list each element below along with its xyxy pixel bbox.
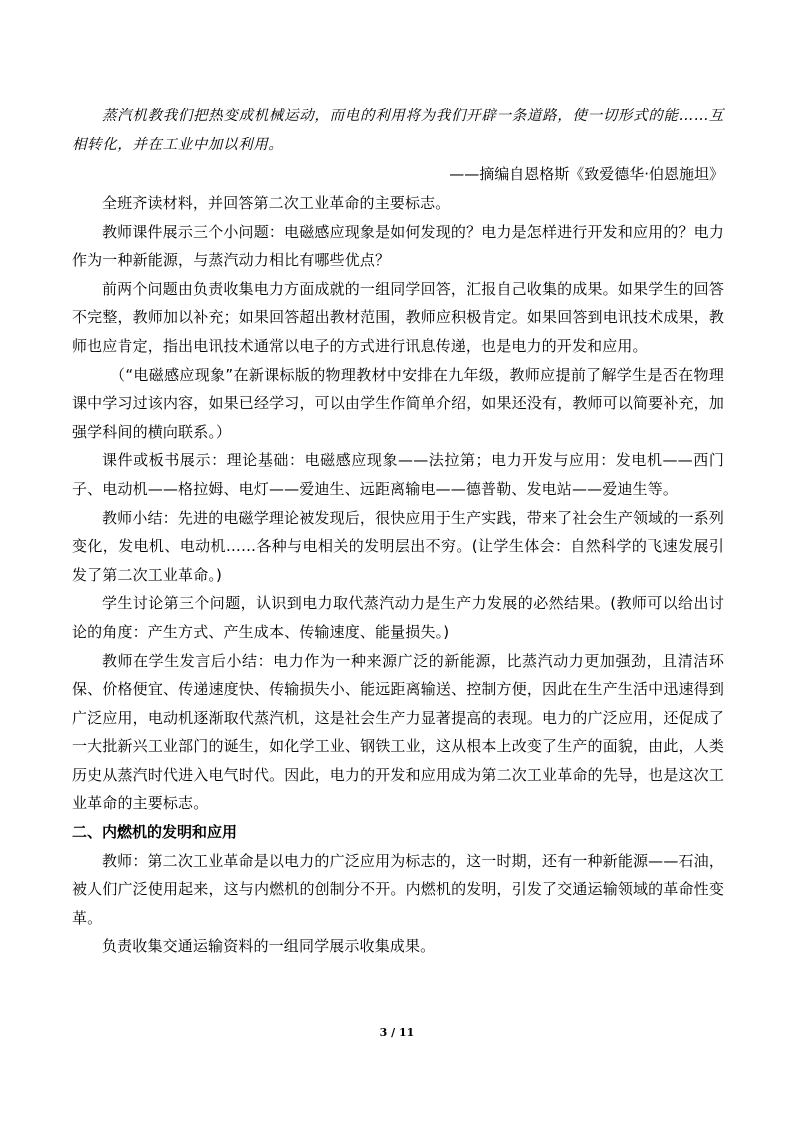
paragraph-note: （“电磁感应现象”在新课标版的物理教材中安排在九年级，教师应提前了解学生是否在物理课中学习过该内容，如果已经学习，可以由学生作简单介绍，如果还没有，教师可以简要补充，加强学科间的横向联系。）	[72, 365, 724, 441]
section-heading: 二、内燃机的发明和应用	[72, 823, 238, 842]
paragraph: 负责收集交通运输资料的一组同学展示收集成果。	[102, 937, 436, 956]
quote-text: 蒸汽机教我们把热变成机械运动，而电的利用将为我们开辟一条道路，使一切形式的能……互相转化，并在工业中加以利用。	[72, 108, 724, 153]
paragraph: 前两个问题由负责收集电力方面成就的一组同学回答，汇报自己收集的成果。如果学生的回答不完整，教师加以补充；如果回答超出教材范围，教师应积极肯定。如果回答到电讯技术成果，教师也应肯定，指出电讯技术通常以电子的方式进行讯息传递，也是电力的开发和应用。	[72, 279, 724, 355]
paragraph: 教师在学生发言后小结：电力作为一种来源广泛的新能源，比蒸汽动力更加强劲，且清洁环保、价格便宜、传递速度快、传输损失小、能远距离输送、控制方便，因此在生产生活中迅速得到广泛应用，电动机逐渐取代蒸汽机，这是社会生产力显著提高的表现。电力的广泛应用，还促成了一大批新兴工业部门的诞生，如化学工业、钢铁工业，这从根本上改变了生产的面貌，由此，人类历史从蒸汽时代进入电气时代。因此，电力的开发和应用成为第二次工业革命的先导，也是这次工业革命的主要标志。	[72, 651, 724, 813]
paragraph: 教师小结：先进的电磁学理论被发现后，很快应用于生产实践，带来了社会生产领域的一系列变化，发电机、电动机……各种与电相关的发明层出不穷。(让学生体会：自然科学的飞速发展引发了第二次工业革命。)	[72, 508, 724, 584]
paragraph: 教师：第二次工业革命是以电力的广泛应用为标志的，这一时期，还有一种新能源——石油，被人们广泛使用起来，这与内燃机的创制分不开。内燃机的发明，引发了交通运输领域的革命性变革。	[72, 851, 724, 927]
paragraph: 全班齐读材料，并回答第二次工业革命的主要标志。	[102, 194, 451, 212]
page-body	[72, 102, 724, 961]
quote-source: ——摘编自恩格斯《致爱德华·伯恩施坦》	[449, 165, 724, 183]
paragraph: 教师课件展示三个小问题：电磁感应现象是如何发现的？电力是怎样进行开发和应用的？电力作为一种新能源，与蒸汽动力相比有哪些优点？	[72, 222, 724, 270]
paragraph: 课件或板书展示：理论基础：电磁感应现象——法拉第；电力开发与应用：发电机——西门子、电动机——格拉姆、电灯——爱迪生、远距离输电——德普勒、发电站——爱迪生等。	[72, 451, 724, 498]
paragraph: 学生讨论第三个问题，认识到电力取代蒸汽动力是生产力发展的必然结果。(教师可以给出讨论的角度：产生方式、产生成本、传输速度、能量损失。)	[72, 594, 724, 641]
page-number: 3 / 11	[379, 1026, 415, 1039]
